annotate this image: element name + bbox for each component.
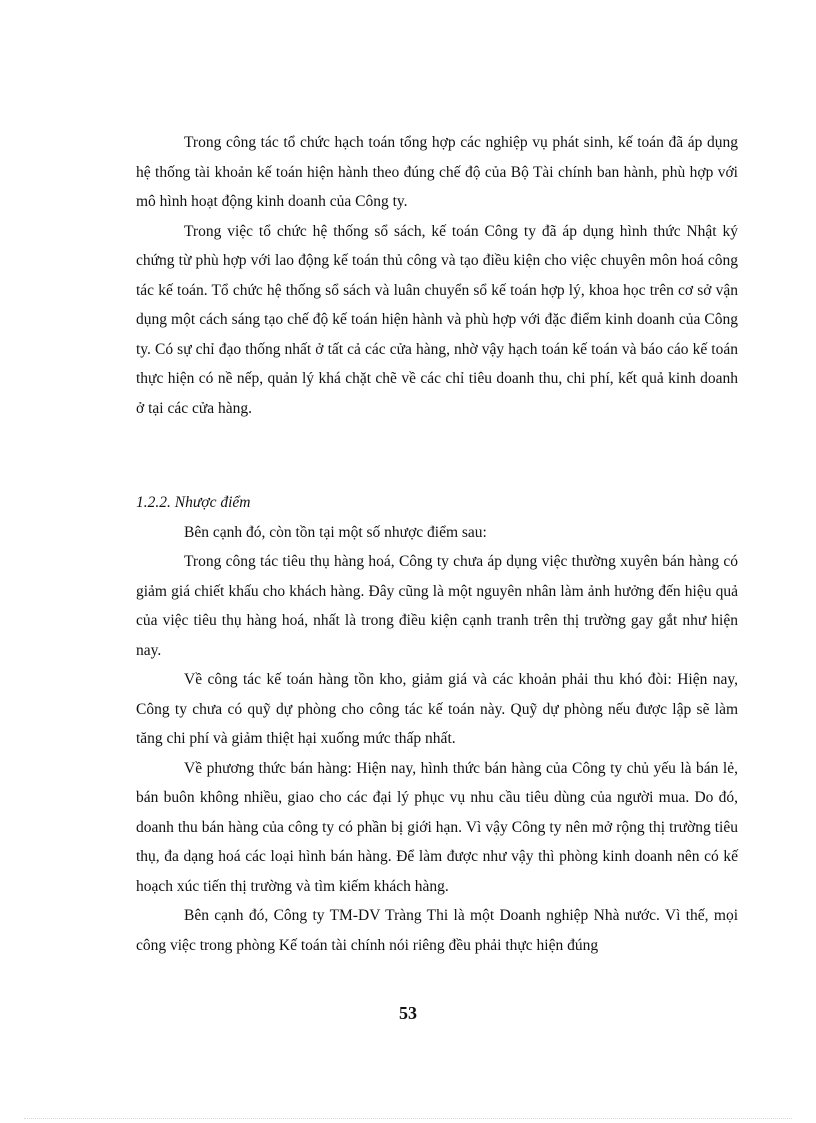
page-number: 53 bbox=[399, 1003, 417, 1023]
body-text-bottom bbox=[136, 488, 738, 960]
paragraph-sales-discount: Trong công tác tiêu thụ hàng hoá, Công ty chưa áp dụng việc thường xuyên bán hàng có giảm giá chiết khấu cho khách hàng. Đây cũng là một nguyên nhân làm ảnh hưởng đến hiệu quả của việc tiêu thụ hàng hoá, nhất là trong điều kiện cạnh tranh trên thị trường gay gắt như hiện nay. bbox=[136, 553, 738, 659]
paragraph-bookkeeping-organization: Trong việc tổ chức hệ thống sổ sách, kế toán Công ty đã áp dụng hình thức Nhật ký chứng từ phù hợp với lao động kế toán thủ công và tạo điều kiện cho việc chuyên môn hoá công tác kế toán. Tổ chức hệ thống sổ sách và luân chuyển sổ kế toán hợp lý, khoa học trên cơ sở vận dụng một cách sáng tạo chế độ kế toán hiện hành và phù hợp với đặc điểm kinh doanh của Công ty. Có sự chỉ đạo thống nhất ở tất cả các cửa hàng, nhờ vậy hạch toán kế toán và báo cáo kế toán thực hiện có nề nếp, quản lý khá chặt chẽ về các chỉ tiêu doanh thu, chi phí, kết quả kinh doanh ở tại các cửa hàng. bbox=[136, 222, 738, 417]
section-heading: 1.2.2. Nhược điểm bbox=[136, 494, 251, 511]
paragraph-accounting-system: Trong công tác tổ chức hạch toán tổng hợp các nghiệp vụ phát sinh, kế toán đã áp dụng hệ thống tài khoản kế toán hiện hành theo đúng chế độ của Bộ Tài chính ban hành, phù hợp với mô hình hoạt động kinh doanh của Công ty. bbox=[136, 134, 738, 210]
body-text-top bbox=[136, 128, 738, 423]
paragraph-sales-method: Về phương thức bán hàng: Hiện nay, hình thức bán hàng của Công ty chủ yếu là bán lẻ, bán buôn không nhiều, giao cho các đại lý phục vụ nhu cầu tiêu dùng của người mua. Do đó, doanh thu bán hàng của công ty có phần bị giới hạn. Vì vậy Công ty nên mở rộng thị trường tiêu thụ, đa dạng hoá các loại hình bán hàng. Để làm được như vậy thì phòng kinh doanh nên có kế hoạch xúc tiến thị trường và tìm kiếm khách hàng. bbox=[136, 759, 738, 895]
paragraph-intro-weaknesses: Bên cạnh đó, còn tồn tại một số nhược điểm sau: bbox=[184, 523, 487, 541]
paragraph-inventory-provision: Về công tác kế toán hàng tồn kho, giảm giá và các khoản phải thu khó đòi: Hiện nay, Công ty chưa có quỹ dự phòng cho công tác kế toán này. Quỹ dự phòng nếu được lập sẽ làm tăng chi phí và giảm thiệt hại xuống mức thấp nhất. bbox=[136, 671, 738, 747]
page-bottom-divider bbox=[24, 1118, 792, 1119]
paragraph-state-enterprise: Bên cạnh đó, Công ty TM-DV Tràng Thi là một Doanh nghiệp Nhà nước. Vì thế, mọi công việc trong phòng Kế toán tài chính nói riêng đều phải thực hiện đúng bbox=[136, 907, 738, 954]
